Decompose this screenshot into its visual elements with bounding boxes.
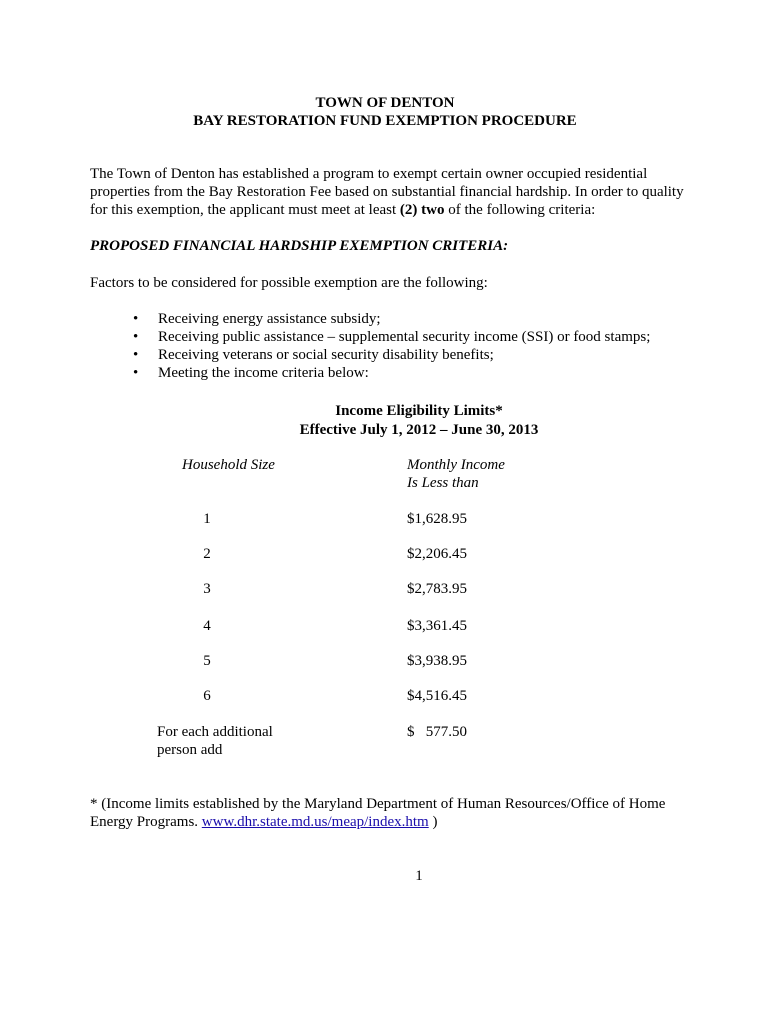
document-title-line1: TOWN OF DENTON	[315, 95, 455, 111]
criteria-text: Meeting the income criteria below:	[158, 365, 369, 381]
section-heading: PROPOSED FINANCIAL HARDSHIP EXEMPTION CRITERIA:	[90, 238, 509, 254]
table-row-size: 6	[203, 688, 211, 704]
table-row-size: 3	[203, 581, 211, 597]
table-row-income: $1,628.95	[407, 511, 467, 527]
factors-intro: Factors to be considered for possible exemption are the following:	[90, 275, 488, 291]
bullet-icon: •	[133, 329, 139, 345]
document-title-line2: BAY RESTORATION FUND EXEMPTION PROCEDURE	[193, 113, 577, 129]
footnote	[90, 795, 700, 831]
monthly-income-header-line1: Monthly Income	[407, 457, 505, 473]
criteria-list-item	[133, 328, 693, 346]
page-number: 1	[415, 868, 423, 884]
criteria-text: Receiving veterans or social security disability benefits;	[158, 347, 494, 363]
table-row-size: 5	[203, 653, 211, 669]
criteria-text: Receiving public assistance – supplemental security income (SSI) or food stamps;	[158, 329, 651, 345]
intro-emphasis: (2) two	[399, 202, 445, 218]
intro-text-before: The Town of Denton has established a program to exempt certain owner occupied residential properties from the Bay Restoration Fee based on substantial financial hardship. In order to quality for this exemption, the applicant must meet at least	[90, 166, 684, 218]
footnote-text-before: * (Income limits established by the Maryland Department of Human Resources/Office of Home Energy Programs.	[90, 796, 666, 830]
additional-person-value: $ 577.50	[407, 724, 467, 740]
footnote-text-after: )	[428, 814, 438, 830]
footnote-link[interactable]: www.dhr.state.md.us/meap/index.htm	[201, 814, 429, 830]
bullet-icon: •	[133, 311, 139, 327]
criteria-list-item	[133, 310, 693, 328]
table-row-income: $4,516.45	[407, 688, 467, 704]
household-size-header: Household Size	[182, 457, 275, 473]
criteria-list-item	[133, 364, 693, 382]
table-row-income: $3,938.95	[407, 653, 467, 669]
table-row-size: 1	[203, 511, 211, 527]
bullet-icon: •	[133, 365, 139, 381]
limits-table-effective: Effective July 1, 2012 – June 30, 2013	[299, 422, 539, 438]
table-row-income: $2,206.45	[407, 546, 467, 562]
criteria-list	[133, 310, 693, 382]
criteria-text: Receiving energy assistance subsidy;	[158, 311, 381, 327]
table-row-size: 2	[203, 546, 211, 562]
table-row-size: 4	[203, 618, 211, 634]
bullet-icon: •	[133, 347, 139, 363]
intro-paragraph	[90, 165, 690, 219]
table-row-income: $3,361.45	[407, 618, 467, 634]
monthly-income-header-line2: Is Less than	[407, 475, 479, 491]
limits-table-title: Income Eligibility Limits*	[335, 403, 503, 419]
additional-person-label-line2: person add	[157, 742, 223, 758]
table-row-income: $2,783.95	[407, 581, 467, 597]
intro-text-after: of the following criteria:	[444, 202, 596, 218]
criteria-list-item	[133, 346, 693, 364]
additional-person-label-line1: For each additional	[157, 724, 273, 740]
